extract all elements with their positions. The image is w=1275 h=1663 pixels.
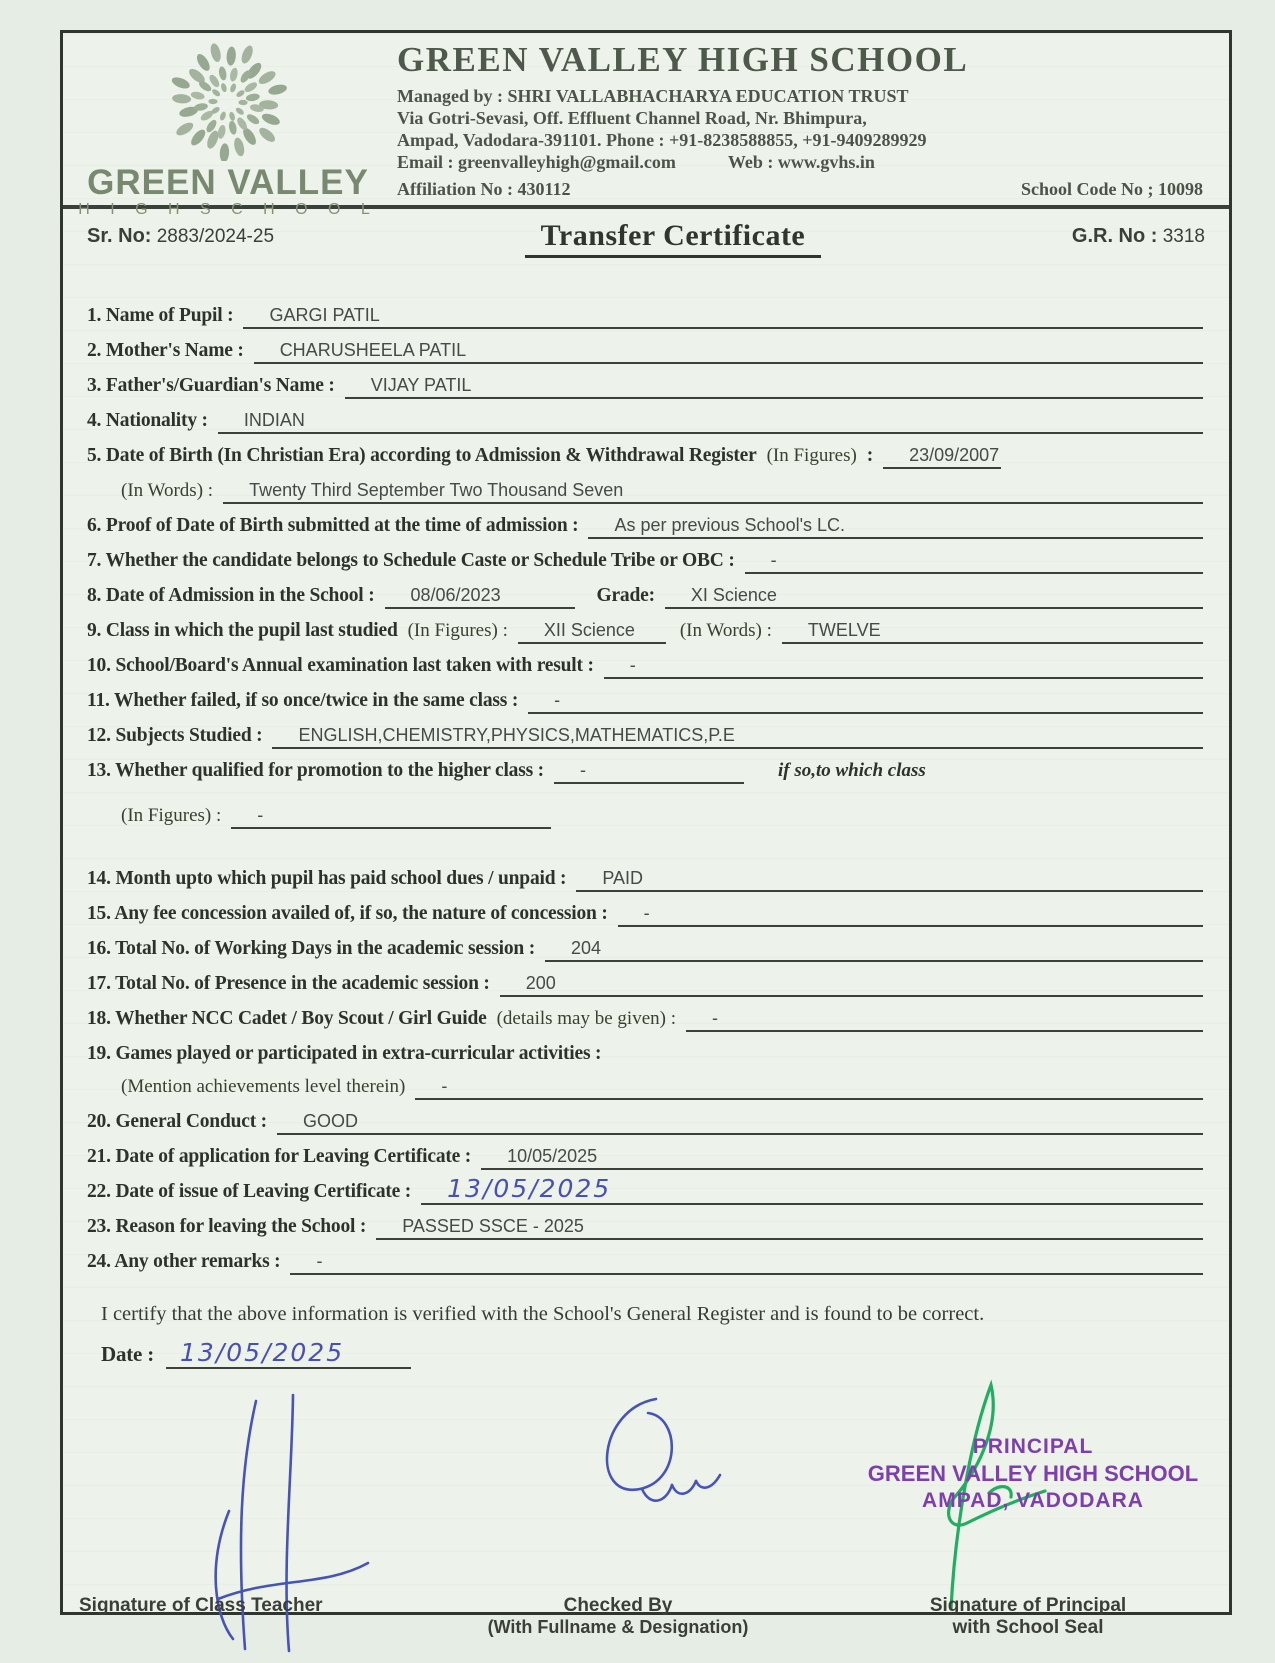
serial-number-value: 2883/2024-25: [156, 226, 275, 247]
field-underline: [883, 445, 1001, 469]
page-title: Transfer Certificate: [525, 219, 822, 258]
certification-statement: I certify that the above information is verified with the School's General Register and is found to be correct.: [101, 1303, 985, 1325]
field-underline: [272, 725, 1203, 749]
field-label: :: [866, 445, 874, 466]
field-underline: [421, 1174, 1203, 1205]
title-container: [274, 219, 1072, 258]
field-row: [87, 972, 1203, 997]
field-row: [87, 374, 1203, 399]
field-text: (In Words) :: [679, 620, 772, 641]
field-underline: [528, 690, 1203, 714]
field-row: [87, 1110, 1203, 1135]
field-underline: [254, 340, 1203, 364]
field-value: -: [441, 1076, 448, 1096]
checked-by-label: Checked By: [563, 1595, 673, 1616]
field-row: [87, 1075, 1203, 1100]
field-label: 21. Date of application for Leaving Certificate :: [87, 1146, 472, 1167]
managed-by-line: Managed by : SHRI VALLABHACHARYA EDUCATION TRUST: [397, 86, 909, 106]
field-value: XII Science: [543, 620, 635, 640]
field-value: -: [643, 903, 650, 923]
field-value: 204: [571, 938, 602, 958]
field-underline: [500, 973, 1203, 997]
email-text: Email : greenvalleyhigh@gmail.com: [397, 152, 676, 172]
field-text: (In Words) :: [121, 480, 214, 501]
field-underline: [745, 550, 1203, 574]
stamp-line: AMPAD, VADODARA: [922, 1489, 1144, 1512]
field-value: TWELVE: [807, 620, 881, 640]
field-row: [87, 304, 1203, 329]
field-underline: [518, 620, 666, 644]
field-row: [87, 654, 1203, 679]
field-underline: [345, 375, 1203, 399]
field-value: ENGLISH,CHEMISTRY,PHYSICS,MATHEMATICS,P.E: [298, 725, 735, 745]
field-underline: [223, 480, 1203, 504]
field-label: 4. Nationality :: [87, 410, 208, 431]
field-value: GARGI PATIL: [269, 305, 380, 325]
principal-signature-label: Signature of Principal: [929, 1595, 1127, 1616]
field-value: INDIAN: [243, 410, 305, 430]
field-row: [87, 759, 1203, 784]
field-value: -: [711, 1008, 718, 1028]
field-value: Twenty Third September Two Thousand Seven: [249, 480, 624, 500]
date-row: [101, 1338, 1229, 1369]
field-label: 1. Name of Pupil :: [87, 305, 234, 326]
checked-by-sublabel: (With Fullname & Designation): [487, 1617, 749, 1637]
field-value: 10/05/2025: [507, 1146, 598, 1166]
field-row: [87, 479, 1203, 504]
field-value: 200: [525, 973, 556, 993]
field-value: -: [770, 550, 777, 570]
field-row: [87, 867, 1203, 892]
field-value: -: [554, 690, 561, 710]
field-underline: [604, 655, 1203, 679]
gr-number-label: G.R. No :: [1071, 225, 1158, 247]
field-value: -: [629, 655, 636, 675]
field-label: 24. Any other remarks :: [87, 1251, 281, 1272]
field-label: 3. Father's/Guardian's Name :: [87, 375, 335, 396]
date-underline: [166, 1338, 411, 1369]
header: [63, 33, 1229, 218]
school-logo: [73, 41, 383, 218]
field-underline: [618, 903, 1203, 927]
field-underline: [218, 410, 1203, 434]
field-value: GOOD: [302, 1111, 358, 1131]
principal-stamp: [838, 1433, 1228, 1514]
field-value: CHARUSHEELA PATIL: [279, 340, 467, 360]
field-underline: [576, 868, 1203, 892]
field-row: [87, 1145, 1203, 1170]
logo-subtitle: H I G H S C H O O L: [78, 201, 378, 218]
field-underline: [665, 585, 1203, 609]
field-row: [87, 724, 1203, 749]
affiliation-no: Affiliation No : 430112: [397, 179, 571, 199]
field-value: PASSED SSCE - 2025: [402, 1216, 584, 1236]
serial-number-label: Sr. No:: [87, 225, 152, 247]
field-value: -: [579, 760, 586, 780]
field-value: -: [257, 805, 264, 825]
address-line-1: Via Gotri-Sevasi, Off. Effluent Channel Road, Nr. Bhimpura,: [397, 108, 867, 128]
field-text: (In Figures) :: [407, 620, 508, 641]
field-value: 23/09/2007: [909, 445, 1000, 465]
affiliation-row: [397, 179, 1209, 200]
school-logo-icon: [141, 43, 316, 161]
field-label: 2. Mother's Name :: [87, 340, 244, 361]
principal-signature-block: [863, 1595, 1193, 1639]
field-value: 13/05/2025: [447, 1174, 612, 1203]
field-row: [87, 1042, 1203, 1065]
stamp-line: PRINCIPAL: [972, 1435, 1094, 1458]
field-label: 15. Any fee concession availed of, if so, the nature of concession :: [87, 903, 608, 924]
field-label: 13. Whether qualified for promotion to the higher class :: [87, 760, 544, 781]
principal-signature-sublabel: with School Seal: [952, 1617, 1104, 1638]
school-name: GREEN VALLEY HIGH SCHOOL: [397, 40, 969, 79]
field-underline: [385, 585, 575, 609]
field-row: [87, 339, 1203, 364]
field-label: Grade:: [596, 585, 655, 606]
field-underline: [376, 1216, 1203, 1240]
checked-by-signature-icon: [568, 1391, 733, 1541]
field-value: As per previous School's LC.: [614, 515, 846, 535]
field-label: 11. Whether failed, if so once/twice in the same class :: [87, 690, 519, 711]
field-row: [87, 689, 1203, 714]
field-text: (details may be given) :: [496, 1008, 676, 1029]
stamp-line: GREEN VALLEY HIGH SCHOOL: [867, 1461, 1199, 1486]
field-row: [87, 804, 1203, 829]
field-label: 9. Class in which the pupil last studied: [87, 620, 398, 641]
field-row: [87, 1174, 1203, 1205]
field-value: -: [316, 1251, 323, 1271]
field-underline: [415, 1076, 1203, 1100]
field-label: 20. General Conduct :: [87, 1111, 267, 1132]
field-label: 16. Total No. of Working Days in the academic session :: [87, 938, 536, 959]
field-label: 14. Month upto which pupil has paid school dues / unpaid :: [87, 868, 567, 889]
field-row: [87, 1007, 1203, 1032]
class-teacher-signature-label: Signature of Class Teacher: [79, 1595, 323, 1616]
field-value: VIJAY PATIL: [370, 375, 472, 395]
field-underline: [588, 515, 1203, 539]
contact-line: [397, 151, 1209, 173]
logo-wordmark: GREEN VALLEY: [87, 163, 369, 202]
field-underline: [545, 938, 1203, 962]
field-value: XI Science: [690, 585, 777, 605]
serial-number: [87, 225, 274, 248]
field-row: [87, 1250, 1203, 1275]
field-row: [87, 584, 1203, 609]
field-text: (In Figures) :: [121, 805, 222, 826]
field-label: 10. School/Board's Annual examination last taken with result :: [87, 655, 594, 676]
field-label: 7. Whether the candidate belongs to Schedule Caste or Schedule Tribe or OBC :: [87, 550, 735, 571]
field-underline: [231, 805, 551, 829]
date-handwritten-value: 13/05/2025: [180, 1338, 345, 1367]
field-row: [87, 444, 1203, 469]
field-text: if so,to which class: [777, 760, 926, 781]
fields-section: [63, 304, 1229, 1275]
signature-zone: [63, 1373, 1229, 1663]
gr-number: [1072, 225, 1205, 248]
field-row: [87, 549, 1203, 574]
field-value: PAID: [602, 868, 644, 888]
field-row: [87, 1215, 1203, 1240]
field-label: 19. Games played or participated in extra-curricular activities :: [87, 1043, 602, 1064]
field-label: 5. Date of Birth (In Christian Era) according to Admission & Withdrawal Register: [87, 445, 757, 466]
field-underline: [277, 1111, 1203, 1135]
field-text: (In Figures): [766, 445, 857, 466]
address-line-2: Ampad, Vadodara-391101. Phone : +91-8238588855, +91-9409289929: [397, 130, 927, 150]
certificate-document: [60, 30, 1232, 1638]
date-label: Date :: [101, 1342, 155, 1366]
field-underline: [554, 760, 744, 784]
field-row: [87, 409, 1203, 434]
header-text-block: [383, 41, 1209, 201]
field-label: 17. Total No. of Presence in the academic session :: [87, 973, 490, 994]
field-label: 8. Date of Admission in the School :: [87, 585, 375, 606]
checked-by-block: [453, 1595, 783, 1638]
field-underline: [782, 620, 1203, 644]
web-text: Web : www.gvhs.in: [727, 152, 875, 172]
field-value: 08/06/2023: [410, 585, 501, 605]
field-row: [87, 514, 1203, 539]
field-label: 12. Subjects Studied :: [87, 725, 263, 746]
field-label: 23. Reason for leaving the School :: [87, 1216, 367, 1237]
school-code: School Code No ; 10098: [1020, 179, 1203, 199]
field-text: (Mention achievements level therein): [121, 1076, 406, 1097]
field-row: [87, 902, 1203, 927]
field-label: 22. Date of issue of Leaving Certificate :: [87, 1181, 412, 1202]
field-label: 6. Proof of Date of Birth submitted at the time of admission :: [87, 515, 579, 536]
field-label: 18. Whether NCC Cadet / Boy Scout / Girl Guide: [87, 1008, 487, 1029]
field-underline: [686, 1008, 1203, 1032]
gr-number-value: 3318: [1162, 226, 1205, 247]
field-underline: [481, 1146, 1203, 1170]
field-underline: [290, 1251, 1203, 1275]
field-underline: [243, 305, 1203, 329]
field-row: [87, 619, 1203, 644]
field-row: [87, 937, 1203, 962]
